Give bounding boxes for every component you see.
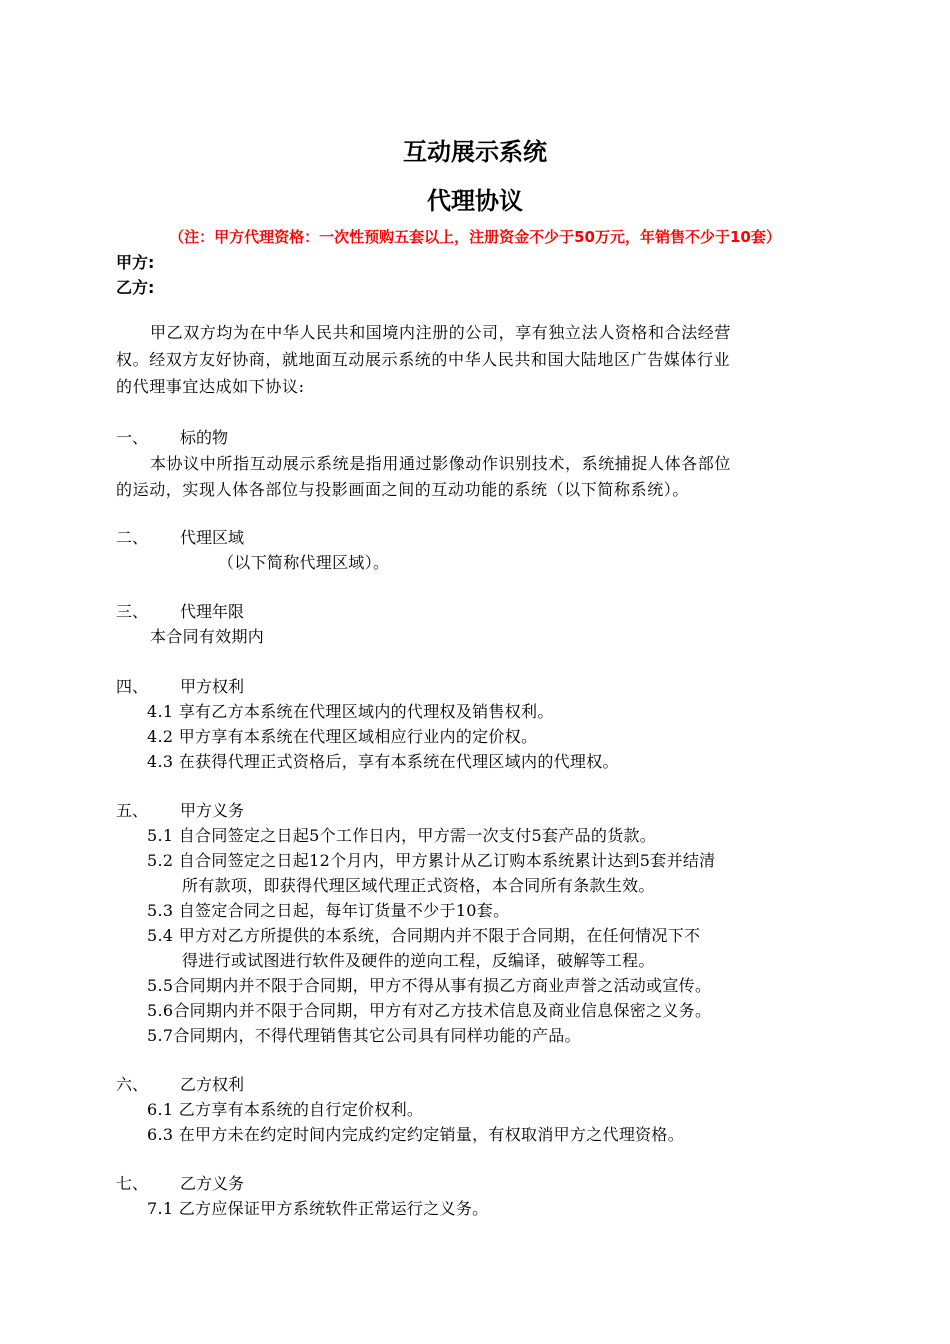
section-text: 6.1 乙方享有本系统的自行定价权利。 xyxy=(147,1100,424,1119)
section-title: 乙方权利 xyxy=(180,1075,245,1094)
intro-line: 甲乙双方均为在中华人民共和国境内注册的公司，享有独立法人资格和合法经营 xyxy=(150,323,732,342)
section-heading xyxy=(116,525,244,551)
document-subtitle: 代理协议 xyxy=(427,187,523,215)
section-text: 5.2 自合同签定之日起12个月内，甲方累计从乙订购本系统累计达到5套并结清 xyxy=(147,851,716,870)
intro-line: 的代理事宜达成如下协议: xyxy=(116,377,305,396)
section-text: 得进行或试图进行软件及硬件的逆向工程，反编译，破解等工程。 xyxy=(182,951,655,970)
section-title: 代理年限 xyxy=(180,602,245,621)
section-text: 5.3 自签定合同之日起，每年订货量不少于10套。 xyxy=(147,901,510,920)
section-heading xyxy=(116,599,244,625)
section-text: 5.5合同期内并不限于合同期，甲方不得从事有损乙方商业声誉之活动或宣传。 xyxy=(147,976,712,995)
section-text: 4.2 甲方享有本系统在代理区域相应行业内的定价权。 xyxy=(147,727,538,746)
section-heading xyxy=(116,1171,244,1197)
intro-line: 权。经双方友好协商，就地面互动展示系统的中华人民共和国大陆地区广告媒体行业 xyxy=(116,350,731,369)
section-number: 一、 xyxy=(116,428,149,447)
section-text: 5.7合同期内，不得代理销售其它公司具有同样功能的产品。 xyxy=(147,1026,581,1045)
section-text: （以下简称代理区域）。 xyxy=(218,553,390,572)
section-text: 4.3 在获得代理正式资格后，享有本系统在代理区域内的代理权。 xyxy=(147,752,619,771)
section-heading xyxy=(116,1072,244,1098)
section-number: 二、 xyxy=(116,528,149,547)
section-title: 标的物 xyxy=(180,428,229,447)
section-heading xyxy=(116,798,244,824)
section-title: 甲方权利 xyxy=(180,677,245,696)
section-text: 6.3 在甲方未在约定时间内完成约定约定销量，有权取消甲方之代理资格。 xyxy=(147,1125,685,1144)
section-title: 代理区域 xyxy=(180,528,245,547)
section-title: 乙方义务 xyxy=(180,1174,245,1193)
section-number: 六、 xyxy=(116,1075,149,1094)
section-text: 5.1 自合同签定之日起5个工作日内，甲方需一次支付5套产品的货款。 xyxy=(147,826,657,845)
intro-paragraph xyxy=(116,319,836,400)
section-number: 四、 xyxy=(116,677,149,696)
section-number: 五、 xyxy=(116,801,149,820)
document-title: 互动展示系统 xyxy=(403,138,547,166)
section-text: 本合同有效期内 xyxy=(150,627,265,646)
section-text: 5.6合同期内并不限于合同期，甲方有对乙方技术信息及商业信息保密之义务。 xyxy=(147,1001,712,1020)
section-text: 5.4 甲方对乙方所提供的本系统，合同期内并不限于合同期，在任何情况下不 xyxy=(147,926,701,945)
section-text: 4.1 享有乙方本系统在代理区域内的代理权及销售权利。 xyxy=(147,702,554,721)
section-title: 甲方义务 xyxy=(180,801,245,820)
party-a-label: 甲方: xyxy=(116,253,155,272)
section-text: 的运动，实现人体各部位与投影画面之间的互动功能的系统（以下简称系统）。 xyxy=(116,480,690,499)
qualification-note: （注：甲方代理资格：一次性预购五套以上，注册资金不少于50万元，年销售不少于10套） xyxy=(169,228,781,246)
section-text: 本协议中所指互动展示系统是指用通过影像动作识别技术，系统捕捉人体各部位 xyxy=(150,454,732,473)
section-heading xyxy=(116,674,244,700)
party-b-label: 乙方: xyxy=(116,278,155,297)
section-text: 7.1 乙方应保证甲方系统软件正常运行之义务。 xyxy=(147,1199,489,1218)
section-text: 所有款项，即获得代理区域代理正式资格，本合同所有条款生效。 xyxy=(182,876,655,895)
section-heading xyxy=(116,425,228,451)
section-number: 七、 xyxy=(116,1174,149,1193)
section-number: 三、 xyxy=(116,602,149,621)
